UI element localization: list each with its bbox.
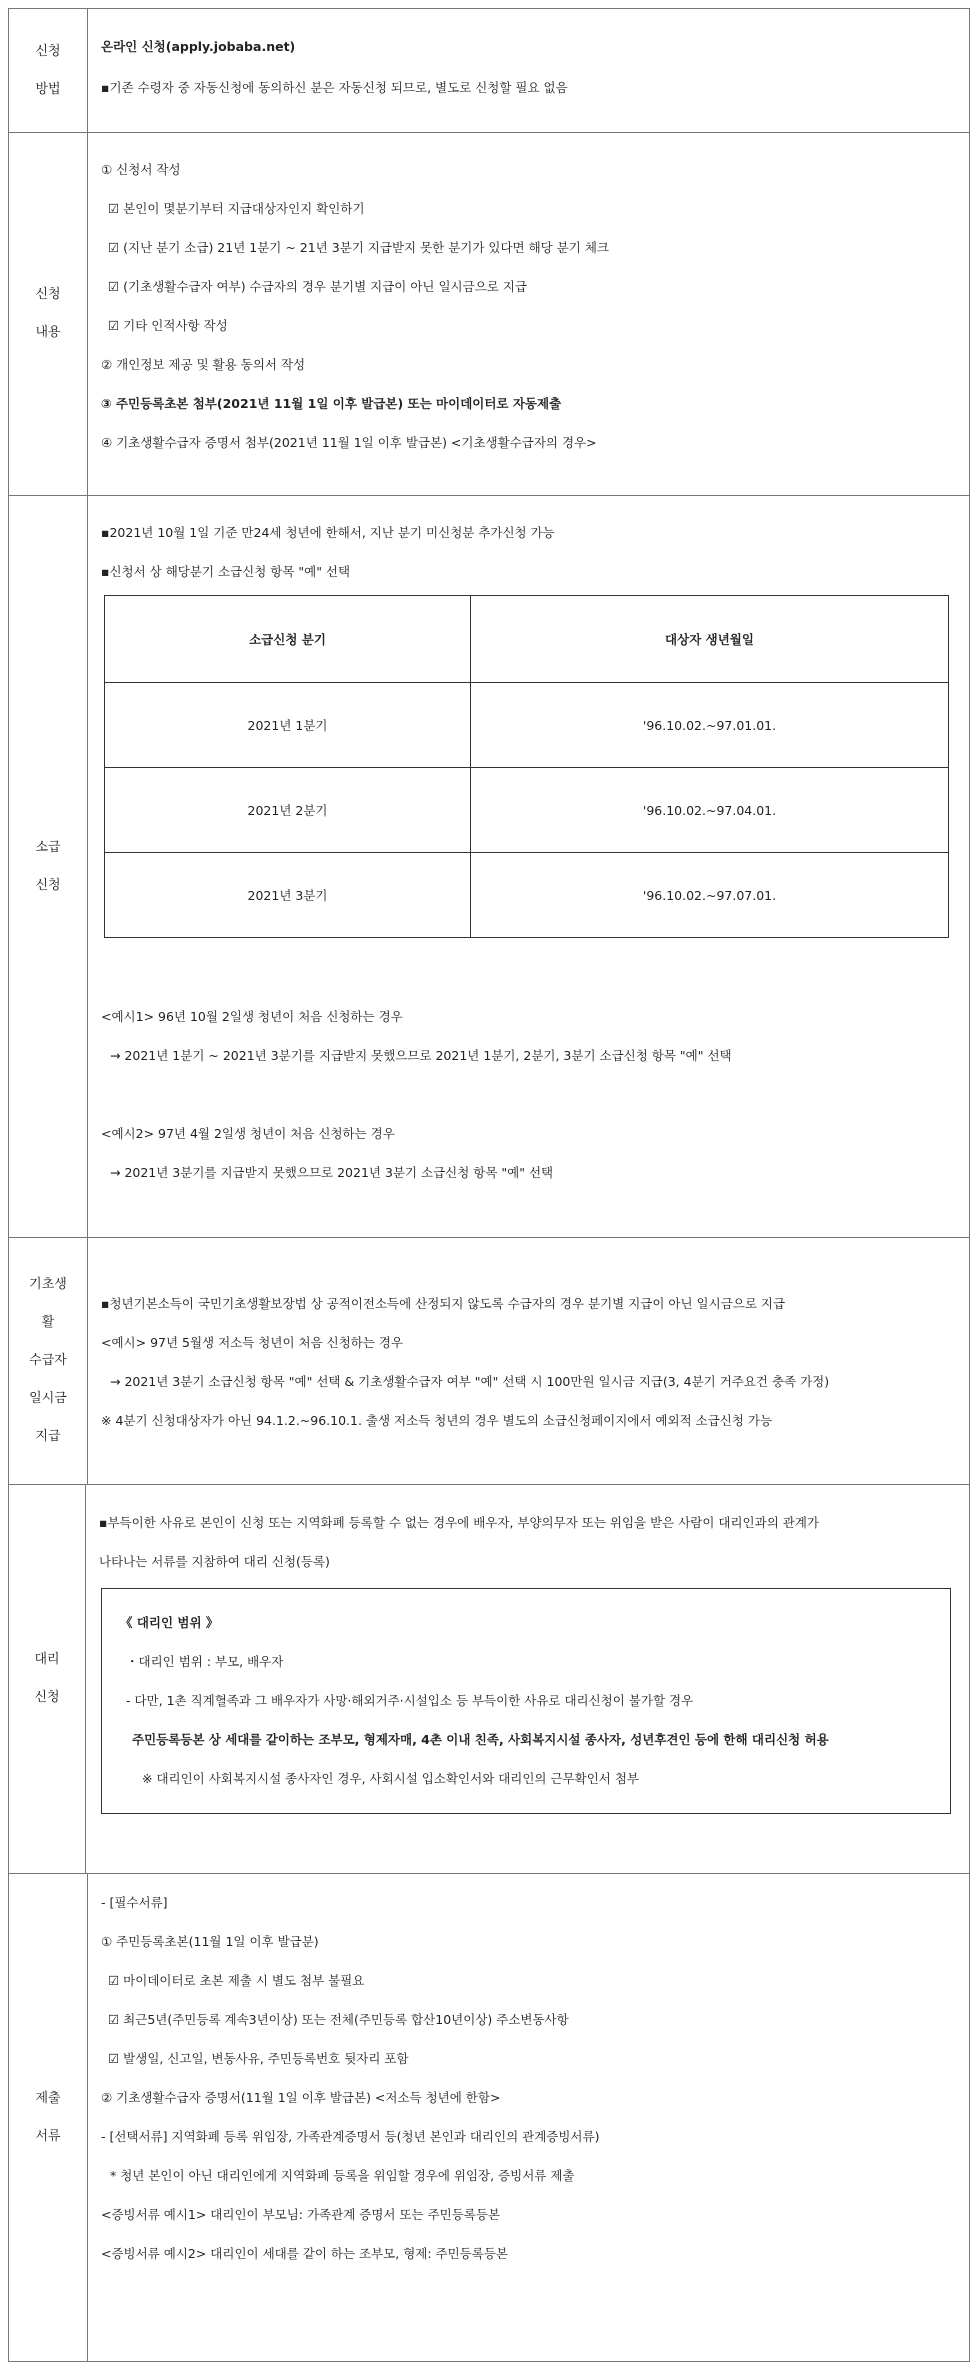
proxy-scope-title: 《 대리인 범위 》 bbox=[120, 1615, 219, 1630]
table-cell: '96.10.02.~97.04.01. bbox=[471, 768, 949, 853]
label-line: 신청 bbox=[34, 1690, 60, 1705]
row-application-content bbox=[8, 133, 970, 496]
row-label bbox=[9, 9, 88, 132]
label-line: 서류 bbox=[35, 2128, 61, 2144]
lump-sum-note: ▪청년기본소득이 국민기초생활보장법 상 공적이전소득에 산정되지 않도록 수급자의 경우 분기별 지급이 아닌 일시금으로 지급 bbox=[101, 1296, 786, 1311]
table-cell: '96.10.02.~97.01.01. bbox=[471, 683, 949, 768]
table-row bbox=[105, 683, 949, 768]
proxy-note: ▪부득이한 사유로 본인이 신청 또는 지역화폐 등록할 수 없는 경우에 배우자, 부양의무자 또는 위임을 받은 사람이 대리인과의 관계가 bbox=[99, 1515, 819, 1530]
checklist-item: ☑ (지난 분기 소급) 21년 1분기 ~ 21년 3분기 지급받지 못한 분기가 있다면 해당 분기 체크 bbox=[108, 240, 610, 255]
label-line: 신청 bbox=[35, 877, 61, 893]
proxy-scope-item: 주민등록등본 상 세대를 같이하는 조부모, 형제자매, 4촌 이내 친족, 사회복지시설 종사자, 성년후견인 등에 한해 대리신청 허용 bbox=[132, 1732, 829, 1747]
auto-application-note: ▪기존 수령자 중 자동신청에 동의하신 분은 자동신청 되므로, 별도로 신청할 필요 없음 bbox=[101, 80, 568, 95]
checklist-item: ☑ (기초생활수급자 여부) 수급자의 경우 분기별 지급이 아닌 일시금으로 지급 bbox=[108, 279, 527, 294]
proxy-scope-box bbox=[101, 1588, 951, 1814]
checklist-item: ☑ 본인이 몇분기부터 지급대상자인지 확인하기 bbox=[108, 201, 365, 216]
retro-note: ▪2021년 10월 1일 기준 만24세 청년에 한해서, 지난 분기 미신청분 추가신청 가능 bbox=[101, 525, 555, 540]
table-row bbox=[105, 768, 949, 853]
example-title: <예시2> 97년 4월 2일생 청년이 처음 신청하는 경우 bbox=[101, 1126, 395, 1141]
row-proxy-application bbox=[8, 1485, 970, 1874]
table-cell: 2021년 1분기 bbox=[105, 683, 471, 768]
table-header-row bbox=[105, 596, 949, 683]
label-line: 소급 bbox=[35, 839, 61, 855]
document-item: ② 기초생활수급자 증명서(11월 1일 이후 발급본) <저소득 청년에 한함> bbox=[101, 2090, 501, 2105]
table-cell: 2021년 2분기 bbox=[105, 768, 471, 853]
info-table bbox=[8, 8, 970, 2362]
evidence-example: <증빙서류 예시2> 대리인이 세대를 같이 하는 조부모, 형제: 주민등록등본 bbox=[101, 2246, 508, 2261]
optional-documents-note: * 청년 본인이 아닌 대리인에게 지역화폐 등록을 위임할 경우에 위임장, 증빙서류 제출 bbox=[110, 2168, 575, 2183]
example-result: → 2021년 3분기를 지급받지 못했으므로 2021년 3분기 소급신청 항목 "예" 선택 bbox=[110, 1165, 554, 1180]
proxy-scope-item: - 다만, 1촌 직계혈족과 그 배우자가 사망·해외거주·시설입소 등 부득이한 사유로 대리신청이 불가할 경우 bbox=[126, 1693, 694, 1708]
table-row bbox=[105, 853, 949, 938]
checklist-item: ☑ 최근5년(주민등록 계속3년이상) 또는 전체(주민등록 합산10년이상) 주소변동사항 bbox=[108, 2012, 569, 2027]
example-result: → 2021년 1분기 ~ 2021년 3분기를 지급받지 못했으므로 2021년 1분기, 2분기, 3분기 소급신청 항목 "예" 선택 bbox=[110, 1048, 732, 1063]
row-label bbox=[9, 496, 88, 1237]
label-line: 내용 bbox=[35, 325, 61, 340]
row-basic-livelihood-lump-sum bbox=[8, 1238, 970, 1485]
proxy-scope-footnote: ※ 대리인이 사회복지시설 종사자인 경우, 사회시설 입소확인서와 대리인의 근무확인서 첨부 bbox=[142, 1771, 639, 1786]
row-retroactive-application bbox=[8, 496, 970, 1238]
label-line: 수급자 bbox=[29, 1353, 67, 1368]
column-header: 소급신청 분기 bbox=[105, 596, 471, 683]
label-line: 방법 bbox=[35, 81, 61, 97]
retroactive-quarter-table bbox=[104, 595, 949, 938]
row-label bbox=[9, 1874, 88, 2361]
lump-sum-example-result: → 2021년 3분기 소급신청 항목 "예" 선택 & 기초생활수급자 여부 "예" 선택 시 100만원 일시금 지급(3, 4분기 거주요건 충족 가정) bbox=[110, 1374, 830, 1389]
label-line: 대리 bbox=[34, 1652, 60, 1667]
label-line: 일시금 bbox=[29, 1391, 67, 1406]
table-cell: 2021년 3분기 bbox=[105, 853, 471, 938]
row-label bbox=[9, 133, 88, 495]
row-label bbox=[9, 1238, 88, 1484]
label-line: 신청 bbox=[35, 43, 61, 59]
proxy-scope-item: ・대리인 범위 : 부모, 배우자 bbox=[126, 1654, 284, 1669]
optional-documents: - [선택서류] 지역화폐 등록 위임장, 가족관계증명서 등(청년 본인과 대리인의 관계증빙서류) bbox=[101, 2129, 600, 2144]
step-item: ① 신청서 작성 bbox=[101, 162, 181, 177]
documents-heading: - [필수서류] bbox=[101, 1895, 168, 1910]
evidence-example: <증빙서류 예시1> 대리인이 부모님: 가족관계 증명서 또는 주민등록등본 bbox=[101, 2207, 501, 2222]
label-line: 신청 bbox=[35, 287, 61, 302]
proxy-note: 나타나는 서류를 지참하여 대리 신청(등록) bbox=[99, 1554, 330, 1569]
checklist-item: ☑ 마이데이터로 초본 제출 시 별도 첨부 불필요 bbox=[108, 1973, 365, 1988]
label-line: 기초생 bbox=[29, 1277, 67, 1292]
row-application-method bbox=[8, 8, 970, 133]
table-cell: '96.10.02.~97.07.01. bbox=[471, 853, 949, 938]
label-line: 지급 bbox=[35, 1429, 61, 1444]
retro-note: ▪신청서 상 해당분기 소급신청 항목 "예" 선택 bbox=[101, 564, 351, 579]
checklist-item: ☑ 기타 인적사항 작성 bbox=[108, 318, 228, 333]
step-item: ③ 주민등록초본 첨부(2021년 11월 1일 이후 발급본) 또는 마이데이터로 자동제출 bbox=[101, 396, 562, 411]
label-line: 활 bbox=[41, 1315, 55, 1330]
document-item: ① 주민등록초본(11월 1일 이후 발급분) bbox=[101, 1934, 319, 1949]
online-application-link[interactable]: 온라인 신청(apply.jobaba.net) bbox=[101, 39, 296, 54]
step-item: ② 개인정보 제공 및 활용 동의서 작성 bbox=[101, 357, 306, 372]
lump-sum-example: <예시> 97년 5월생 저소득 청년이 처음 신청하는 경우 bbox=[101, 1335, 404, 1350]
lump-sum-footnote: ※ 4분기 신청대상자가 아닌 94.1.2.~96.10.1. 출생 저소득 청년의 경우 별도의 소급신청페이지에서 예외적 소급신청 가능 bbox=[101, 1413, 773, 1428]
row-required-documents bbox=[8, 1874, 970, 2362]
example-title: <예시1> 96년 10월 2일생 청년이 처음 신청하는 경우 bbox=[101, 1009, 403, 1024]
label-line: 제출 bbox=[35, 2090, 61, 2106]
row-label bbox=[9, 1485, 86, 1873]
step-item: ④ 기초생활수급자 증명서 첨부(2021년 11월 1일 이후 발급본) <기초생활수급자의 경우> bbox=[101, 435, 597, 450]
checklist-item: ☑ 발생일, 신고일, 변동사유, 주민등록번호 뒷자리 포함 bbox=[108, 2051, 409, 2066]
column-header: 대상자 생년월일 bbox=[471, 596, 949, 683]
